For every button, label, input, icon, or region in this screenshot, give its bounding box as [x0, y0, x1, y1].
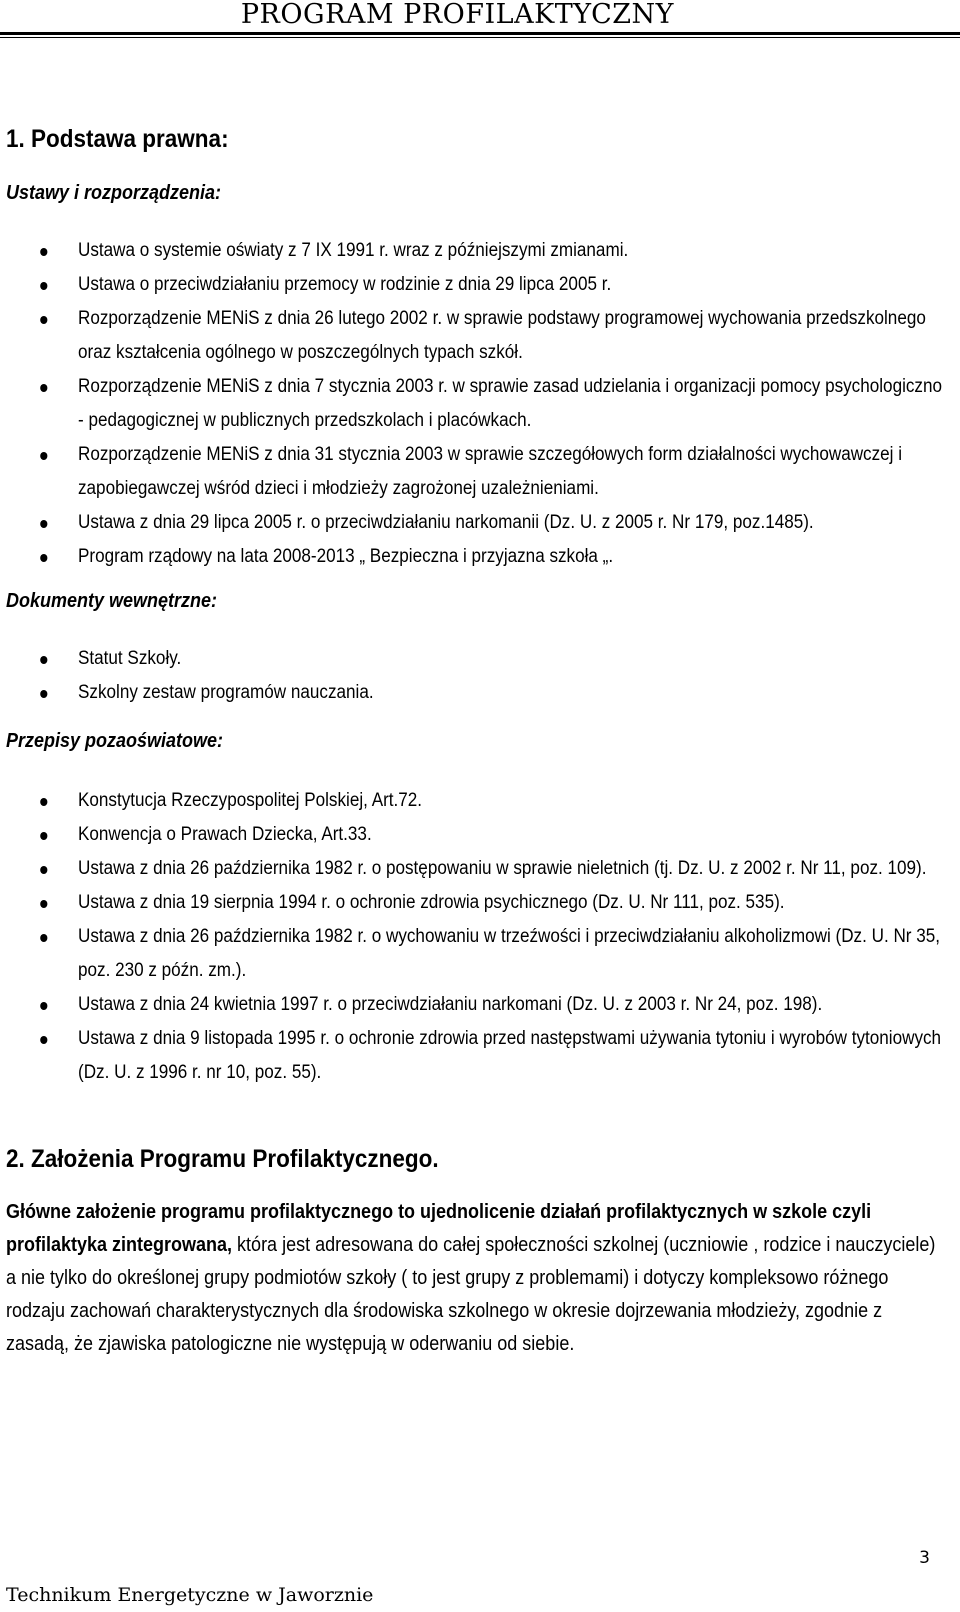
header-rule-thin [0, 37, 960, 38]
list-item: Ustawa z dnia 24 kwietnia 1997 r. o przeciwdziałaniu narkomani (Dz. U. z 2003 r. Nr 24, poz. 198). [6, 988, 942, 1022]
bullet-icon [40, 520, 47, 528]
header-rule-thick [0, 32, 960, 35]
list-item: Szkolny zestaw programów nauczania. [6, 676, 942, 710]
subsection-laws-title: Ustawy i rozporządzenia: [6, 182, 222, 204]
bullet-icon [40, 798, 47, 806]
section-1-title: 1. Podstawa prawna: [6, 125, 229, 153]
paragraph-bold-lead: Główne założenie programu profilaktycznego to ujednolicenie działań profilaktycznych w szkole czyli profilaktyka zintegrowana, [6, 1201, 872, 1256]
bullet-icon [40, 248, 47, 256]
bullet-icon [40, 832, 47, 840]
list-item: Ustawa z dnia 9 listopada 1995 r. o ochronie zdrowia przed następstwami używania tytoniu i wyrobów tytoniowych (Dz. U. z 1996 r. nr 10, poz. 55). [6, 1022, 942, 1090]
bullet-icon [40, 866, 47, 874]
bullet-icon [40, 282, 47, 290]
list-item: Program rządowy na lata 2008-2013 „ Bezpieczna i przyjazna szkoła „. [6, 540, 942, 574]
bullet-icon [40, 384, 47, 392]
internal-docs-list [6, 642, 942, 710]
list-item: Ustawa z dnia 26 października 1982 r. o postępowaniu w sprawie nieletnich (tj. Dz. U. z 2002 r. Nr 11, poz. 109). [6, 852, 942, 886]
document-body [6, 124, 942, 1361]
bullet-icon [40, 452, 47, 460]
footer-school-name: Technikum Energetyczne w Jaworznie [6, 1584, 374, 1606]
bullet-icon [40, 934, 47, 942]
list-item: Ustawa z dnia 19 sierpnia 1994 r. o ochronie zdrowia psychicznego (Dz. U. Nr 111, poz. 535). [6, 886, 942, 920]
bullet-icon [40, 554, 47, 562]
list-item: Konwencja o Prawach Dziecka, Art.33. [6, 818, 942, 852]
list-item: Rozporządzenie MENiS z dnia 26 lutego 2002 r. w sprawie podstawy programowej wychowania przedszkolnego oraz kształcenia ogólnego w poszczególnych typach szkół. [6, 302, 942, 370]
paragraph-text: która jest adresowana do całej społeczności szkolnej (uczniowie , rodzice i nauczyciele) a nie tylko do określonej grupy podmiotów szkoły ( to jest grupy z problemami) i dotyczy kompleksowo różnego rodzaju zachowań charakterystycznych dla środowiska szkolnego w okresie dojrzewania młodzieży, zgodnie z zasadą, że zjawiska patologiczne nie występują w oderwaniu od siebie. [6, 1234, 936, 1355]
page-header [0, 0, 960, 42]
list-item: Konstytucja Rzeczypospolitej Polskiej, Art.72. [6, 784, 942, 818]
section-2-title: 2. Założenia Programu Profilaktycznego. [6, 1145, 439, 1173]
list-item: Rozporządzenie MENiS z dnia 7 stycznia 2003 r. w sprawie zasad udzielania i organizacji pomocy psychologiczno - pedagogicznej w publicznych przedszkolach i placówkach. [6, 370, 942, 438]
list-item: Statut Szkoły. [6, 642, 942, 676]
list-item: Ustawa z dnia 26 października 1982 r. o wychowaniu w trzeźwości i przeciwdziałaniu alkoholizmowi (Dz. U. Nr 35, poz. 230 z późn. zm.). [6, 920, 942, 988]
bullet-icon [40, 316, 47, 324]
list-item: Rozporządzenie MENiS z dnia 31 stycznia 2003 w sprawie szczegółowych form działalności wychowawczej i zapobiegawczej wśród dzieci i młodzieży zagrożonej uzależnieniami. [6, 438, 942, 506]
bullet-icon [40, 1002, 47, 1010]
bullet-icon [40, 900, 47, 908]
bullet-icon [40, 1036, 47, 1044]
section-2-paragraph [6, 1196, 942, 1361]
list-item: Ustawa o systemie oświaty z 7 IX 1991 r. wraz z późniejszymi zmianami. [6, 234, 942, 268]
laws-list [6, 234, 942, 574]
subsection-external-regulations-title: Przepisy pozaoświatowe: [6, 730, 224, 752]
list-item: Ustawa o przeciwdziałaniu przemocy w rodzinie z dnia 29 lipca 2005 r. [6, 268, 942, 302]
bullet-icon [40, 656, 47, 664]
list-item: Ustawa z dnia 29 lipca 2005 r. o przeciwdziałaniu narkomanii (Dz. U. z 2005 r. Nr 179, poz.1485). [6, 506, 942, 540]
external-regulations-list [6, 784, 942, 1090]
subsection-internal-docs-title: Dokumenty wewnętrzne: [6, 590, 218, 612]
bullet-icon [40, 690, 47, 698]
header-title: PROGRAM PROFILAKTYCZNY [240, 0, 674, 30]
page-number: 3 [919, 1548, 930, 1568]
